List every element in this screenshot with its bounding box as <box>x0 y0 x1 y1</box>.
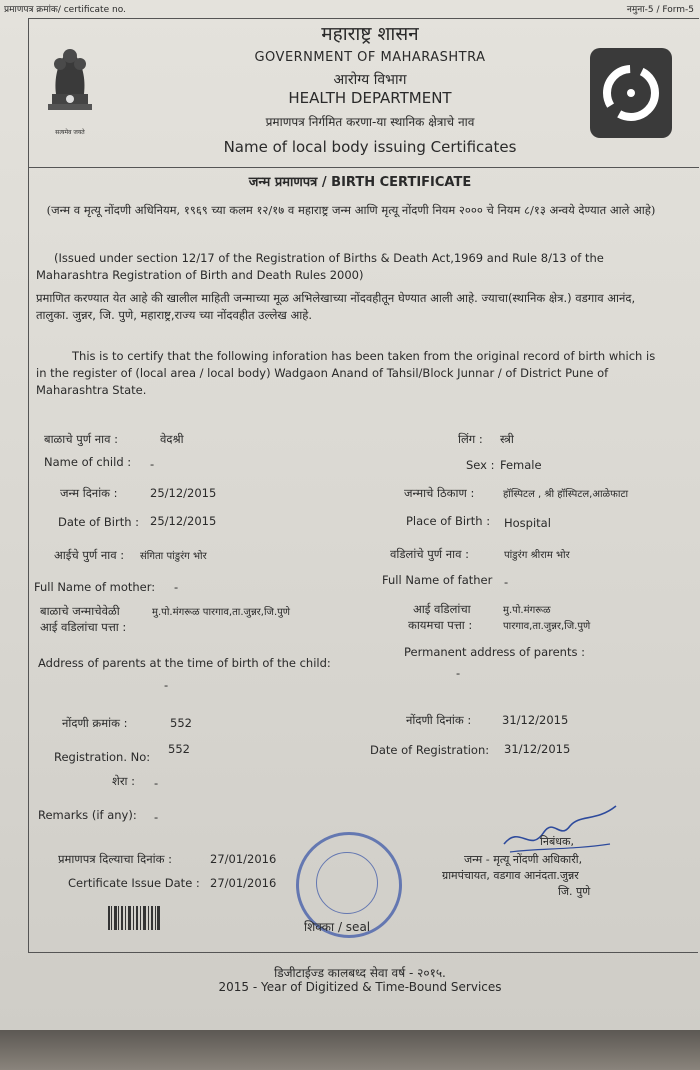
perm-address-mr-label-1: आई वडिलांचा <box>413 602 471 616</box>
government-title: GOVERNMENT OF MAHARASHTRA <box>254 50 486 65</box>
address-birth-en-label: Address of parents at the time of birth of the child: <box>38 656 331 670</box>
perm-address-en-value: - <box>456 666 461 680</box>
mother-en-label: Full Name of mother: <box>34 580 156 594</box>
sex-mr-label: लिंग : <box>458 432 483 446</box>
certify-paragraph-en: This is to certify that the following inforation has been taken from the original record of birth which is in the register of (local area / local body) Wadgaon Anand of Tahsil/Block Junnar / of District Pune of Maharashtra State. <box>36 349 656 397</box>
regdate-mr-label: नोंदणी दिनांक : <box>406 713 472 727</box>
regno-en-label: Registration. No: <box>54 750 151 764</box>
footer-mr: डिजीटाईज्ड कालबध्द सेवा वर्ष - २०१५. <box>274 966 446 980</box>
perm-address-mr-value-2: पारगाव,ता.जुन्नर,जि.पुणे <box>503 621 591 632</box>
seal-label: शिक्का / seal <box>304 920 371 934</box>
issuing-body-label-en: Name of local body issuing Certificates <box>223 138 517 156</box>
child-name-mr-label: बाळाचे पुर्ण नाव : <box>44 432 119 446</box>
father-mr-label: वडिलांचे पुर्ण नाव : <box>390 547 470 561</box>
background-surface <box>0 1030 700 1070</box>
address-birth-mr-label-1: बाळाचे जन्माचेवेळी <box>40 604 120 618</box>
dob-en-label: Date of Birth : <box>58 515 140 529</box>
regno-en-value: 552 <box>168 742 190 756</box>
official-seal-inner <box>316 852 378 914</box>
regno-mr-value: 552 <box>170 716 192 730</box>
signature-line-1: निबंधक, <box>540 835 574 848</box>
issue-date-mr-value: 27/01/2016 <box>210 852 277 866</box>
remarks-mr-label: शेरा : <box>112 774 136 788</box>
perm-address-mr-value-1: मु.पो.मंगरूळ <box>503 605 551 616</box>
child-name-mr-value: वेदश्री <box>160 432 184 446</box>
mother-mr-value: संगिता पांडुरंग भोर <box>140 551 207 562</box>
act-paragraph-en: (Issued under section 12/17 of the Registration of Births & Death Act,1969 and Rule 8/13 of the Maharashtra Registration of Birth and Death Rules 2000) <box>36 251 604 282</box>
father-en-label: Full Name of father <box>382 573 493 587</box>
dob-en-value: 25/12/2015 <box>150 514 217 528</box>
issue-date-en-label: Certificate Issue Date : <box>68 876 200 890</box>
certificate-title: जन्म प्रमाणपत्र / BIRTH CERTIFICATE <box>248 175 472 190</box>
maharashtra-shasan-title: महाराष्ट्र शासन <box>321 23 419 45</box>
signature-line-3: ग्रामपंचायत, वडगाव आनंदता.जुन्नर <box>442 869 579 882</box>
pob-mr-label: जन्माचे ठिकाण : <box>404 486 475 500</box>
issue-date-en-value: 27/01/2016 <box>210 876 277 890</box>
pob-en-label: Place of Birth : <box>406 514 491 528</box>
dob-mr-label: जन्म दिनांक : <box>60 486 118 500</box>
arogya-vibhag-title: आरोग्य विभाग <box>333 72 407 88</box>
dob-mr-value: 25/12/2015 <box>150 486 217 500</box>
sex-en-value: Female <box>500 458 542 472</box>
address-birth-mr-value: मु.पो.मंगरूळ पारगाव,ता.जुन्नर,जि.पुणे <box>152 607 291 618</box>
ashoka-emblem-icon <box>38 42 102 138</box>
top-bar <box>0 0 700 16</box>
father-mr-value: पांडुरंग श्रीराम भोर <box>504 550 570 561</box>
perm-address-mr-label-2: कायमचा पत्ता : <box>408 618 473 632</box>
address-birth-en-value: - <box>164 678 169 692</box>
certificate-no-label: प्रमाणपत्र क्रमांक/ certificate no. <box>4 5 126 15</box>
certify-paragraph-mr: प्रमाणित करण्यात येत आहे की खालील माहिती जन्माच्या मूळ अभिलेखाच्या नोंदवहीतून घेण्यात आली आहे. ज्याचा(स्थानिक क्षेत्र.) वडगाव आनंद, तालुका. जुन्नर, जि. पुणे, महाराष्ट्र,राज्य च्या नोंदवहीत उल्लेख आहे. <box>36 291 636 322</box>
digital-maharashtra-logo <box>590 48 672 138</box>
sex-mr-value: स्त्री <box>500 432 514 446</box>
health-department-title: HEALTH DEPARTMENT <box>288 89 452 107</box>
mother-mr-label: आईचे पुर्ण नाव : <box>54 548 125 562</box>
regdate-mr-value: 31/12/2015 <box>502 713 569 727</box>
regdate-en-value: 31/12/2015 <box>504 742 571 756</box>
signature-line-4: जि. पुणे <box>558 885 591 898</box>
footer-en: 2015 - Year of Digitized & Time-Bound Services <box>218 980 502 994</box>
child-name-en-value: - <box>150 457 155 471</box>
father-en-value: - <box>504 575 509 589</box>
remarks-en-value: - <box>154 810 159 824</box>
mother-en-value: - <box>174 580 179 594</box>
issuing-body-label-mr: प्रमाणपत्र निर्गमित करणा-या स्थानिक क्षेत्राचे नाव <box>265 115 475 129</box>
sex-en-label: Sex : <box>466 458 495 472</box>
emblem-caption: सत्यमेव जयते <box>55 129 85 136</box>
child-name-en-label: Name of child : <box>44 455 132 469</box>
issue-date-mr-label: प्रमाणपत्र दिल्याचा दिनांक : <box>58 852 172 866</box>
barcode-icon <box>108 906 160 936</box>
pob-mr-value: हॉस्पिटल , श्री हॉस्पिटल,आळेफाटा <box>503 489 629 500</box>
address-birth-mr-label-2: आई वडिलांचा पत्ता : <box>40 620 127 634</box>
signature-line-2: जन्म - मृत्यू नोंदणी अधिकारी, <box>464 853 583 866</box>
regdate-en-label: Date of Registration: <box>370 743 490 757</box>
perm-address-en-label: Permanent address of parents : <box>404 645 585 659</box>
remarks-mr-value: - <box>154 776 159 790</box>
regno-mr-label: नोंदणी क्रमांक : <box>62 716 128 730</box>
pob-en-value: Hospital <box>504 516 551 530</box>
remarks-en-label: Remarks (if any): <box>38 808 137 822</box>
bottom-rule <box>28 952 698 953</box>
form-number: नमुना-5 / Form-5 <box>626 5 694 15</box>
act-paragraph-mr: (जन्म व मृत्यू नोंदणी अधिनियम, १९६९ च्या कलम १२/१७ व महाराष्ट्र जन्म आणि मृत्यू नोंदणी नियम २००० चे नियम ८/१३ अन्वये देण्यात आले आहे) <box>46 203 656 217</box>
left-border <box>28 166 29 952</box>
